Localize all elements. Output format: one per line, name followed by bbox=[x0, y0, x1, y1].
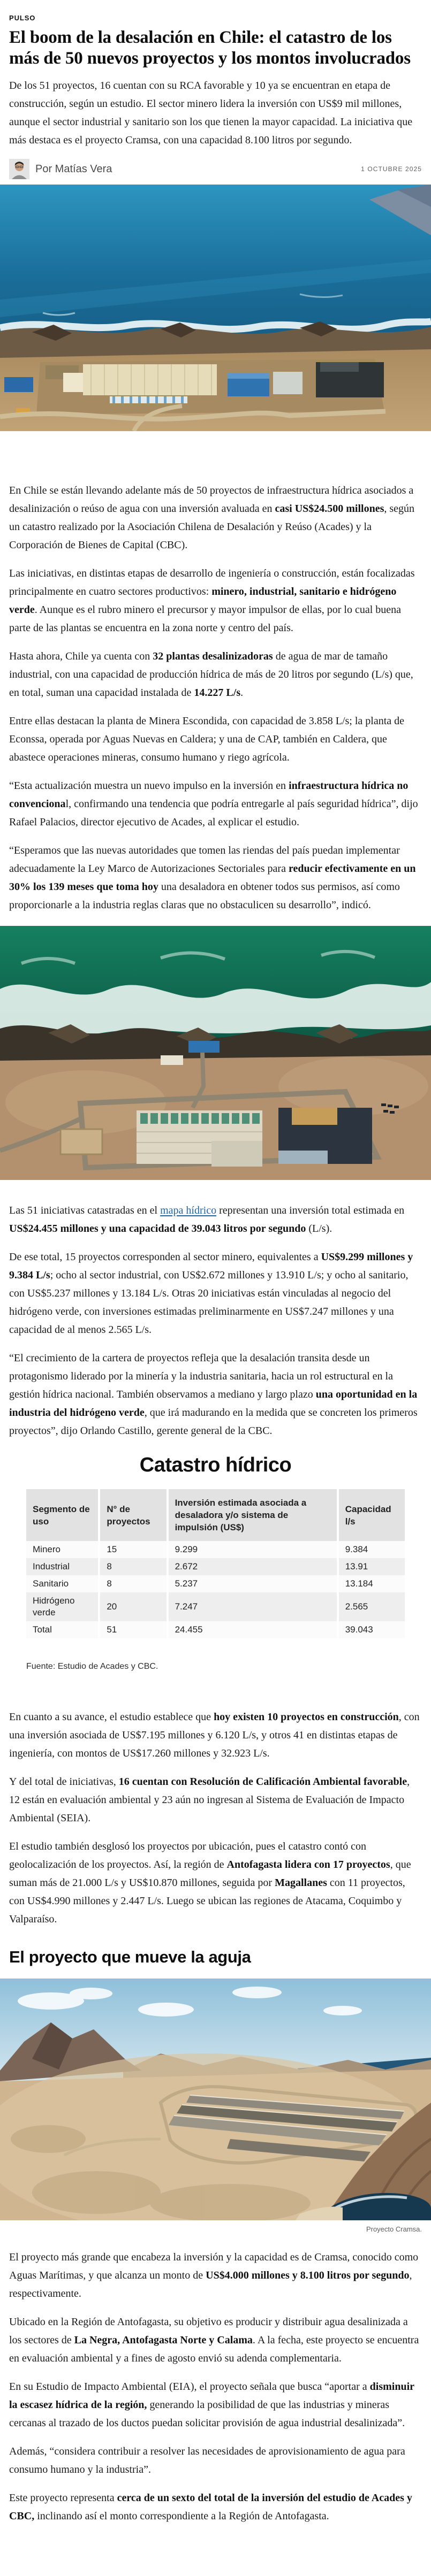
bold-text: US$9.299 millones y 9.384 L/s bbox=[9, 1251, 413, 1281]
body-text: Ubicado en la Región de Antofagasta, su objetivo es producir y distribuir agua desalinizada a los sectores de bbox=[9, 2316, 408, 2346]
page-title: El boom de la desalación en Chile: el catastro de los más de 50 nuevos proyectos y los montos involucrados bbox=[9, 28, 411, 68]
body-text: “Esta actualización muestra un nuevo impulso en la inversión en bbox=[9, 780, 289, 792]
body-text: , 12 están en evaluación ambiental y 23 aún no ingresan al Sistema de Evaluación de Impacto Ambiental (SEIA). bbox=[9, 1776, 410, 1824]
bold-text: infraestructura hídrica no convenciona bbox=[9, 780, 409, 810]
table-header-cell: Inversión estimada asociada a desaladora y/o sistema de impulsión (US$) bbox=[167, 1489, 337, 1541]
table-cell: 8 bbox=[98, 1575, 166, 1592]
table-row bbox=[26, 1575, 405, 1592]
body-text: Las iniciativas, en distintas etapas de desarrollo de ingeniería o construcción, están focalizadas principalmente en cuatro sectores productivos: bbox=[9, 568, 415, 597]
bold-text: hoy existen 10 proyectos en construcción bbox=[214, 1711, 399, 1723]
catastro-hidrico-section bbox=[26, 1454, 405, 1672]
table-cell: 2.672 bbox=[167, 1558, 337, 1575]
table-cell: 39.043 bbox=[337, 1621, 405, 1638]
body-text: inclinando así el monto correspondiente a la Región de Antofagasta. bbox=[34, 2510, 329, 2522]
body-text: Las 51 iniciativas catastradas en el bbox=[9, 1205, 161, 1216]
body-text: ; ocho al sector industrial, con US$2.672 millones y 13.910 L/s; y ocho al sanitario, con US$5.237 millones y 13.184 L/s. Otras 20 iniciativas están vinculadas al negocio del hidrógeno verde, con inversiones estimadas preliminarmente en US$7.247 millones y una capacidad de al menos 2.565 L/s. bbox=[9, 1269, 409, 1336]
bold-text: US$24.455 millones y una capacidad de 39.043 litros por segundo bbox=[9, 1223, 306, 1235]
bold-text: La Negra, Antofagasta Norte y Calama bbox=[74, 2334, 253, 2346]
table-cell: Hidrógeno verde bbox=[26, 1592, 98, 1621]
body-text: En cuanto a su avance, el estudio establece que bbox=[9, 1711, 214, 1723]
table-row bbox=[26, 1541, 405, 1558]
body-text: , que irá madurando en la medida que se concreten los primeros proyectos”, dijo Orlando Castillo, gerente general de la CBC. bbox=[9, 1407, 418, 1437]
article-paragraph bbox=[9, 2313, 422, 2367]
article-body-1 bbox=[9, 481, 422, 914]
article-paragraph bbox=[9, 564, 422, 637]
table-header-cell: N° de proyectos bbox=[98, 1489, 166, 1541]
body-text: de agua de mar de tamaño industrial, con una capacidad de producción hídrica de más de 20 litros por segundo (L/s) que, en total, suman una capacidad instalada de bbox=[9, 650, 413, 699]
table-cell: Industrial bbox=[26, 1558, 98, 1575]
body-text: Y del total de iniciativas, bbox=[9, 1776, 119, 1788]
article-paragraph bbox=[9, 481, 422, 554]
bold-text: US$4.000 millones y 8.100 litros por segundo bbox=[206, 2270, 410, 2281]
body-text: , que suman más de 21.000 L/s y US$10.870 millones, seguida por bbox=[9, 1859, 411, 1889]
spacer bbox=[9, 1180, 422, 1201]
bold-text: 32 plantas desalinizadoras bbox=[153, 650, 273, 662]
article-paragraph bbox=[9, 647, 422, 702]
body-text: El proyecto más grande que encabeza la inversión y la capacidad es de Cramsa, conocido como Aguas Marítimas, y que alcanza un monto de bbox=[9, 2251, 419, 2281]
cramsa-project-image bbox=[0, 1979, 431, 2220]
body-text: una desaladora en obtener todos sus permisos, así como proporcionarle a la industria reglas claras que no obstaculicen su desarrollo”, indicó. bbox=[9, 881, 400, 911]
table-cell: Sanitario bbox=[26, 1575, 98, 1592]
table-source: Fuente: Estudio de Acades y CBC. bbox=[26, 1662, 158, 1671]
hero-image bbox=[0, 185, 431, 431]
body-text: representan una inversión total estimada en bbox=[216, 1205, 405, 1216]
bold-text: reducir efectivamente en un 30% los 139 meses que toma hoy bbox=[9, 863, 416, 893]
article-paragraph bbox=[9, 2248, 422, 2303]
table-cell: 13.91 bbox=[337, 1558, 405, 1575]
bold-text: cerca de un sexto del total de la inversión del estudio de Acades y CBC, bbox=[9, 2492, 412, 2522]
table-cell: 8 bbox=[98, 1558, 166, 1575]
article-paragraph bbox=[9, 1773, 422, 1827]
table-cell: 2.565 bbox=[337, 1592, 405, 1621]
author-avatar[interactable] bbox=[9, 159, 29, 179]
body-text: . A la fecha, este proyecto se encuentra en evaluación ambiental y a fines de agosto envió su adenda complementaria. bbox=[9, 2334, 419, 2364]
table-cell: 24.455 bbox=[167, 1621, 337, 1638]
table-header-cell: Capacidad l/s bbox=[337, 1489, 405, 1541]
article-body-3 bbox=[9, 1708, 422, 1928]
author-name[interactable]: Por Matías Vera bbox=[35, 163, 112, 175]
article-paragraph bbox=[9, 1248, 422, 1339]
body-text: l, confirmando una tendencia que podría entregarle al país seguridad hídrica”, dijo Rafael Palacios, director ejecutivo de Acades, al explicar el estudio. bbox=[9, 798, 418, 828]
table-row bbox=[26, 1592, 405, 1621]
article-paragraph bbox=[9, 777, 422, 831]
article-paragraph bbox=[9, 1349, 422, 1440]
bold-text: disminuir la escasez hídrica de la región, bbox=[9, 2381, 414, 2411]
body-text: , según un catastro realizado por la Asociación Chilena de Desalación y Reúso (Acades) y la Corporación de Bienes de Capital (CBC). bbox=[9, 503, 415, 551]
image-caption: Proyecto Cramsa. bbox=[366, 2225, 422, 2233]
body-text: generando la posibilidad de que las industrias y mineras cercanas al trazado de los ductos puedan solicitar provisión de agua industrial desalinizada”. bbox=[9, 2399, 405, 2429]
article-paragraph bbox=[9, 1201, 422, 1238]
bold-text: casi US$24.500 millones bbox=[275, 503, 384, 515]
body-text: . bbox=[240, 687, 244, 699]
article-paragraph bbox=[9, 2442, 422, 2479]
article-body-4 bbox=[9, 2248, 422, 2525]
body-text: Además, “considera contribuir a resolver las necesidades de aprovisionamiento de agua para consumo humano y la industria”. bbox=[9, 2445, 405, 2475]
article-paragraph bbox=[9, 1837, 422, 1928]
body-text: En Chile se están llevando adelante más de 50 proyectos de infraestructura hídrica asociados a desalinización o reúso de agua con una inversión avaluada en bbox=[9, 485, 414, 515]
table-cell: Total bbox=[26, 1621, 98, 1638]
table-row bbox=[26, 1558, 405, 1575]
publish-date: 1 OCTUBRE 2025 bbox=[361, 165, 422, 173]
bold-text: Magallanes bbox=[275, 1877, 327, 1889]
article-paragraph bbox=[9, 712, 422, 766]
body-text: . Aunque es el rubro minero el precursor y mayor impulsor de ellas, por lo cual buena parte de las plantas se encuentra en la zona norte y centro del país. bbox=[9, 604, 402, 634]
bold-text: Antofagasta lidera con 17 proyectos bbox=[226, 1859, 390, 1870]
table-row bbox=[26, 1621, 405, 1638]
table-cell: 13.184 bbox=[337, 1575, 405, 1592]
byline bbox=[9, 158, 422, 180]
article-page bbox=[0, 14, 431, 2549]
body-text: Hasta ahora, Chile ya cuenta con bbox=[9, 650, 153, 662]
article-paragraph bbox=[9, 841, 422, 914]
table-cell: 9.384 bbox=[337, 1541, 405, 1558]
table-title: Catastro hídrico bbox=[139, 1454, 292, 1476]
bold-text: una oportunidad en la industria del hidrógeno verde bbox=[9, 1389, 418, 1419]
article-body-2 bbox=[9, 1201, 422, 1440]
cramsa-project-graphic bbox=[0, 1979, 431, 2220]
body-text: El estudio también desglosó los proyectos por ubicación, pues el catastro contó con geolocalización de los proyectos. Así, la región de bbox=[9, 1841, 367, 1870]
author-avatar-image bbox=[9, 159, 29, 179]
bold-text: 14.227 L/s bbox=[194, 687, 241, 699]
body-text: De ese total, 15 proyectos corresponden al sector minero, equivalentes a bbox=[9, 1251, 321, 1263]
lead-paragraph: De los 51 proyectos, 16 cuentan con su RCA favorable y 10 ya se encuentran en etapa de construcción, según un estudio. El sector minero lidera la inversión con US$9 mil millones, aunque el sector industrial y sanitario son los que tienen la mayor capacidad. La iniciativa que más destaca es el proyecto Cramsa, con una capacidad 8.100 litros por segundo. bbox=[9, 80, 413, 146]
catastro-table bbox=[26, 1489, 405, 1638]
table-cell: 5.237 bbox=[167, 1575, 337, 1592]
hero-image-graphic bbox=[0, 185, 431, 431]
section-kicker[interactable]: PULSO bbox=[9, 14, 36, 22]
table-cell: 9.299 bbox=[167, 1541, 337, 1558]
table-cell: 7.247 bbox=[167, 1592, 337, 1621]
bold-text: 16 cuentan con Resolución de Calificación Ambiental favorable bbox=[118, 1776, 407, 1788]
body-text: , respectivamente. bbox=[9, 2270, 412, 2299]
body-text: “Esperamos que las nuevas autoridades que tomen las riendas del país puedan implementar adecuadamente la Ley Marco de Autorizaciones Sectoriales para bbox=[9, 845, 400, 875]
table-header-row bbox=[26, 1489, 405, 1541]
body-text: con 11 proyectos, con US$4.990 millones y 2.447 L/s. Luego se ubican las regiones de Atacama, Coquimbo y Valparaíso. bbox=[9, 1877, 405, 1925]
body-text: Este proyecto representa bbox=[9, 2492, 117, 2504]
section-heading: El proyecto que mueve la aguja bbox=[9, 1948, 251, 1966]
article-paragraph bbox=[9, 2489, 422, 2525]
body-text: Entre ellas destacan la planta de Minera Escondida, con capacidad de 3.858 L/s; la planta de Econssa, operada por Aguas Nuevas en Caldera; y una de CAP, también en Caldera, que abastece operaciones mineras, consumo humano y riego agrícola. bbox=[9, 715, 405, 763]
article-paragraph bbox=[9, 1708, 422, 1762]
body-text: (L/s). bbox=[306, 1223, 332, 1235]
table-header-cell: Segmento de uso bbox=[26, 1489, 98, 1541]
body-text: , con una inversión asociada de US$7.195 millones y 6.120 L/s, y otros 41 en distintas etapas de ingeniería, con montos de US$17.260 millones y 32.923 L/s. bbox=[9, 1711, 420, 1759]
plant-top-view-graphic bbox=[0, 926, 431, 1180]
article-paragraph bbox=[9, 2378, 422, 2432]
bold-text: minero, industrial, sanitario e hidrógeno verde bbox=[9, 586, 397, 616]
table-cell: 51 bbox=[98, 1621, 166, 1638]
mapa-hidrico-link[interactable]: mapa hídrico bbox=[160, 1205, 217, 1216]
body-text: “El crecimiento de la cartera de proyectos refleja que la desalación transita desde un protagonismo liderado por la minería y la industria sanitaria, hacia un rol estructural en la gestión hídrica nacional. También observamos a mediano y largo plazo bbox=[9, 1352, 393, 1400]
plant-top-view-image bbox=[0, 926, 431, 1180]
spacer bbox=[9, 431, 422, 481]
table-cell: 20 bbox=[98, 1592, 166, 1621]
table-cell: 15 bbox=[98, 1541, 166, 1558]
table-cell: Minero bbox=[26, 1541, 98, 1558]
body-text: En su Estudio de Impacto Ambiental (EIA), el proyecto señala que busca “aportar a bbox=[9, 2381, 370, 2393]
spacer bbox=[9, 2535, 422, 2549]
